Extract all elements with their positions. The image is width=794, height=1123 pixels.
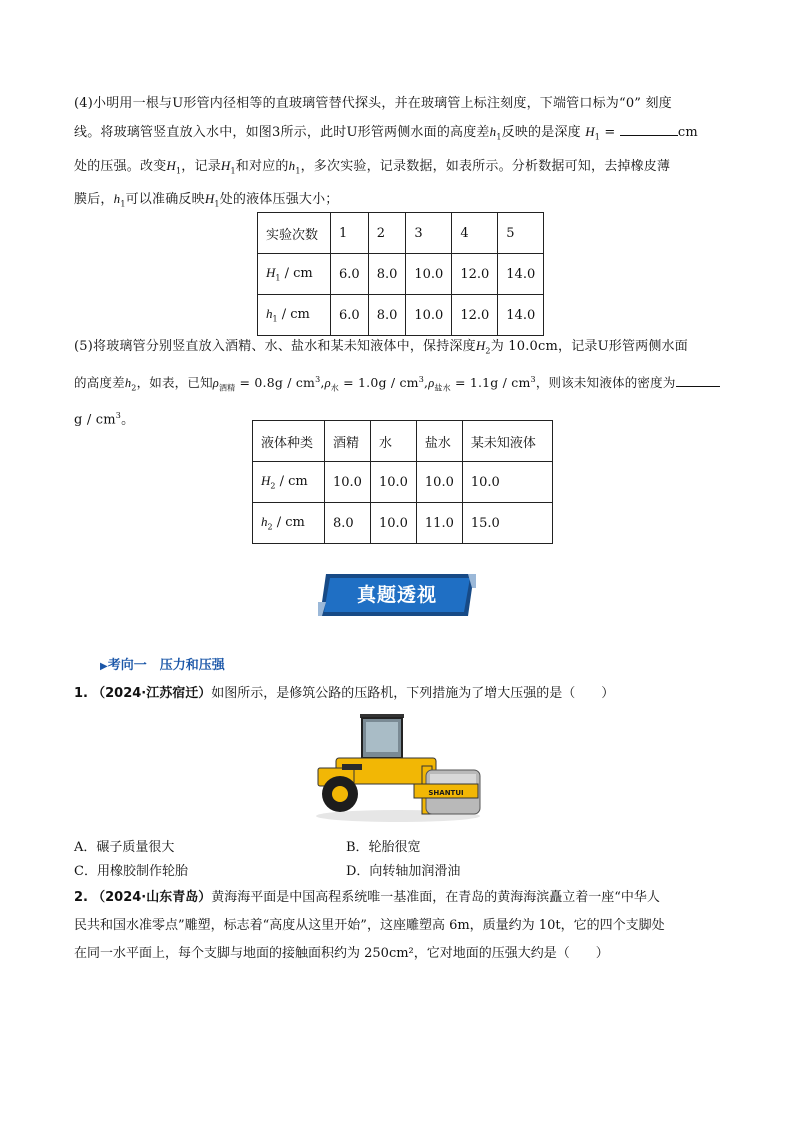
- sup-3: 3: [418, 374, 424, 384]
- question-number: 2.: [74, 890, 88, 905]
- table-cell: 4: [452, 213, 498, 254]
- table-row: [258, 254, 544, 295]
- table-cell-label: [253, 462, 325, 503]
- var-H: H: [166, 157, 176, 173]
- table-cell: 10.0: [416, 462, 462, 503]
- table-cell: 14.0: [498, 254, 544, 295]
- table-cell-label: [258, 295, 331, 336]
- option-d[interactable]: D．向转轴加润滑油: [346, 864, 461, 879]
- table-liquids: [252, 420, 553, 544]
- q4-text-4c: 处的液体压强大小；: [219, 192, 339, 208]
- sub-1: 1: [275, 273, 281, 283]
- sub-1: 1: [214, 199, 220, 209]
- var-H: H: [220, 157, 231, 173]
- q4-line-2: [74, 118, 726, 152]
- table-cell-label: [253, 503, 325, 544]
- sub-2: 2: [485, 346, 491, 356]
- unit-label: / cm: [277, 307, 310, 323]
- var-h: h: [124, 375, 132, 390]
- q4-line-1: [74, 90, 726, 118]
- q1-line: [74, 680, 734, 708]
- q4-text-4a: 膜后，: [74, 192, 114, 208]
- q2-text-3: 在同一水平面上，每个支脚与地面的接触面积约为 250cm²，它对地面的压强大约是（ ）: [74, 946, 609, 961]
- var-h: h: [261, 514, 268, 530]
- option-a[interactable]: A．碾子质量很大: [74, 840, 175, 855]
- q5-text-2c: ，则该未知液体的密度为: [535, 374, 676, 390]
- table-cell: 8.0: [368, 254, 406, 295]
- density-saltwater: = 1.1g / cm: [450, 374, 531, 390]
- var-h: h: [113, 191, 121, 207]
- unit-label: / cm: [272, 515, 305, 531]
- table-cell: 10.0: [370, 462, 416, 503]
- table-cell: 3: [406, 213, 452, 254]
- var-H: H: [266, 265, 276, 281]
- roller-brand-text: SHANTUI: [428, 789, 464, 797]
- rho-symbol: ρ: [428, 375, 435, 390]
- table-cell-label: [258, 254, 331, 295]
- q4-text-2b: 反映的是深度: [501, 125, 581, 140]
- table-cell: 盐水: [416, 421, 462, 462]
- q4-text-3b: ，记录: [181, 158, 221, 174]
- q5-line-1: [74, 332, 726, 366]
- q5-text-2a: 的高度差: [74, 374, 125, 390]
- question-number: 1.: [74, 686, 88, 701]
- table-cell: 11.0: [416, 503, 462, 544]
- q4-text-1: (4)小明用一根与U形管内径相等的直玻璃管替代探头，并在玻璃管上标注刻度，下端管口标为“0” 刻度: [74, 96, 672, 111]
- table-cell: 8.0: [325, 503, 371, 544]
- q5-text-1a: (5)将玻璃管分别竖直放入酒精、水、盐水和某未知液体中，保持深度: [74, 339, 476, 354]
- table-cell: 酒精: [325, 421, 371, 462]
- q4-text-2a: 线。将玻璃管竖直放入水中，如图3所示，此时U形管两侧水面的高度差: [74, 125, 490, 140]
- var-h: h: [288, 157, 296, 173]
- sub-alcohol: 酒精: [218, 383, 236, 393]
- sub-saltwater: 盐水: [434, 383, 451, 393]
- table-experiment: [257, 212, 544, 336]
- var-h: h: [266, 306, 273, 322]
- road-roller-image: [306, 708, 488, 824]
- comma: ,: [424, 374, 429, 390]
- comma: ,: [320, 374, 325, 390]
- triangle-marker-icon: ▶: [100, 661, 108, 672]
- table-cell: 10.0: [406, 295, 452, 336]
- sup-3: 3: [530, 374, 536, 384]
- table-cell: 实验次数: [258, 213, 331, 254]
- table-cell: 液体种类: [253, 421, 325, 462]
- density-water: = 1.0g / cm: [338, 374, 419, 390]
- table-cell: 水: [370, 421, 416, 462]
- sup-3: 3: [315, 374, 321, 384]
- q5-text-1b: 为 10.0cm，记录U形管两侧水面: [490, 339, 688, 354]
- table-row: [253, 503, 553, 544]
- table-row: [253, 462, 553, 503]
- question-source: （2024·江苏宿迁）: [92, 686, 212, 701]
- unit-label: / cm: [280, 266, 313, 282]
- table-cell: 14.0: [498, 295, 544, 336]
- table-cell: 10.0: [462, 462, 552, 503]
- unit-g-cm: g / cm: [74, 412, 116, 428]
- var-H: H: [585, 124, 595, 139]
- table-cell: 5: [498, 213, 544, 254]
- density-alcohol: = 0.8g / cm: [235, 374, 316, 390]
- question-2: [74, 884, 734, 968]
- table-row: [258, 213, 544, 254]
- table-cell: 8.0: [368, 295, 406, 336]
- q2-line-2: [74, 912, 734, 940]
- q4-line-3: [74, 152, 726, 186]
- q2-line-1: [74, 884, 734, 912]
- table-cell: 10.0: [406, 254, 452, 295]
- sub-1: 1: [176, 166, 182, 176]
- var-h: h: [489, 124, 497, 139]
- q4-text-4b: 可以准确反映: [125, 192, 205, 208]
- q5-line-2: [74, 366, 726, 403]
- sub-1: 1: [230, 166, 236, 176]
- equals: =: [604, 125, 616, 140]
- table-cell: 6.0: [331, 295, 369, 336]
- q5-text-2b: ，如表，已知: [136, 374, 213, 390]
- section-banner: [318, 572, 476, 618]
- sub-water: 水: [330, 383, 339, 393]
- table-cell: 10.0: [325, 462, 371, 503]
- table-cell: 15.0: [462, 503, 552, 544]
- answer-blank-depth[interactable]: [620, 122, 678, 136]
- table-cell: 10.0: [370, 503, 416, 544]
- sub-1: 1: [594, 132, 601, 142]
- sub-2: 2: [267, 522, 273, 532]
- section-label: 考向一 压力和压强: [107, 658, 225, 673]
- rho-symbol: ρ: [324, 375, 331, 390]
- unit-cm: cm: [677, 125, 698, 140]
- q4-text-3d: ，多次实验，记录数据，如表所示。分析数据可知，去掉橡皮薄: [300, 158, 671, 174]
- table-cell: 12.0: [452, 295, 498, 336]
- sub-1: 1: [272, 314, 278, 324]
- table-row: [253, 421, 553, 462]
- q4-text-3a: 处的压强。改变: [74, 158, 167, 174]
- option-b[interactable]: B．轮胎很宽: [346, 840, 421, 855]
- question-4: [74, 90, 726, 219]
- banner-title: 真题透视: [356, 584, 437, 606]
- rho-symbol: ρ: [212, 375, 219, 390]
- sub-2: 2: [131, 383, 137, 393]
- q2-text-2: 民共和国水准零点”雕塑，标志着“高度从这里开始”，这座雕塑高 6m，质量约为 10t，它的四个支脚处: [74, 918, 665, 933]
- question-1: [74, 680, 734, 708]
- var-H: H: [475, 338, 486, 353]
- question-source: （2024·山东青岛）: [92, 890, 212, 905]
- table-cell: 1: [331, 213, 369, 254]
- answer-blank-density[interactable]: [676, 373, 720, 387]
- q1-text: 如图所示，是修筑公路的压路机，下列措施为了增大压强的是（ ）: [211, 686, 615, 701]
- unit-label: / cm: [275, 474, 308, 490]
- table-cell: 2: [368, 213, 406, 254]
- section-heading: [100, 654, 225, 673]
- table-cell: 6.0: [331, 254, 369, 295]
- sup-3: 3: [115, 411, 122, 421]
- var-H: H: [261, 473, 271, 489]
- sub-1: 1: [496, 132, 502, 142]
- q2-line-3: [74, 940, 734, 968]
- table-cell: 12.0: [452, 254, 498, 295]
- sub-2: 2: [270, 481, 276, 491]
- sub-1: 1: [120, 199, 126, 209]
- sub-1: 1: [295, 166, 301, 176]
- q2-text-1: 黄海海平面是中国高程系统唯一基准面，在青岛的黄海海滨矗立着一座“中华人: [211, 890, 660, 905]
- q4-text-3c: 和对应的: [235, 158, 289, 174]
- option-c[interactable]: C．用橡胶制作轮胎: [74, 864, 188, 879]
- table-row: [258, 295, 544, 336]
- period: 。: [121, 412, 135, 428]
- table-cell: 某未知液体: [462, 421, 552, 462]
- var-H: H: [204, 191, 215, 207]
